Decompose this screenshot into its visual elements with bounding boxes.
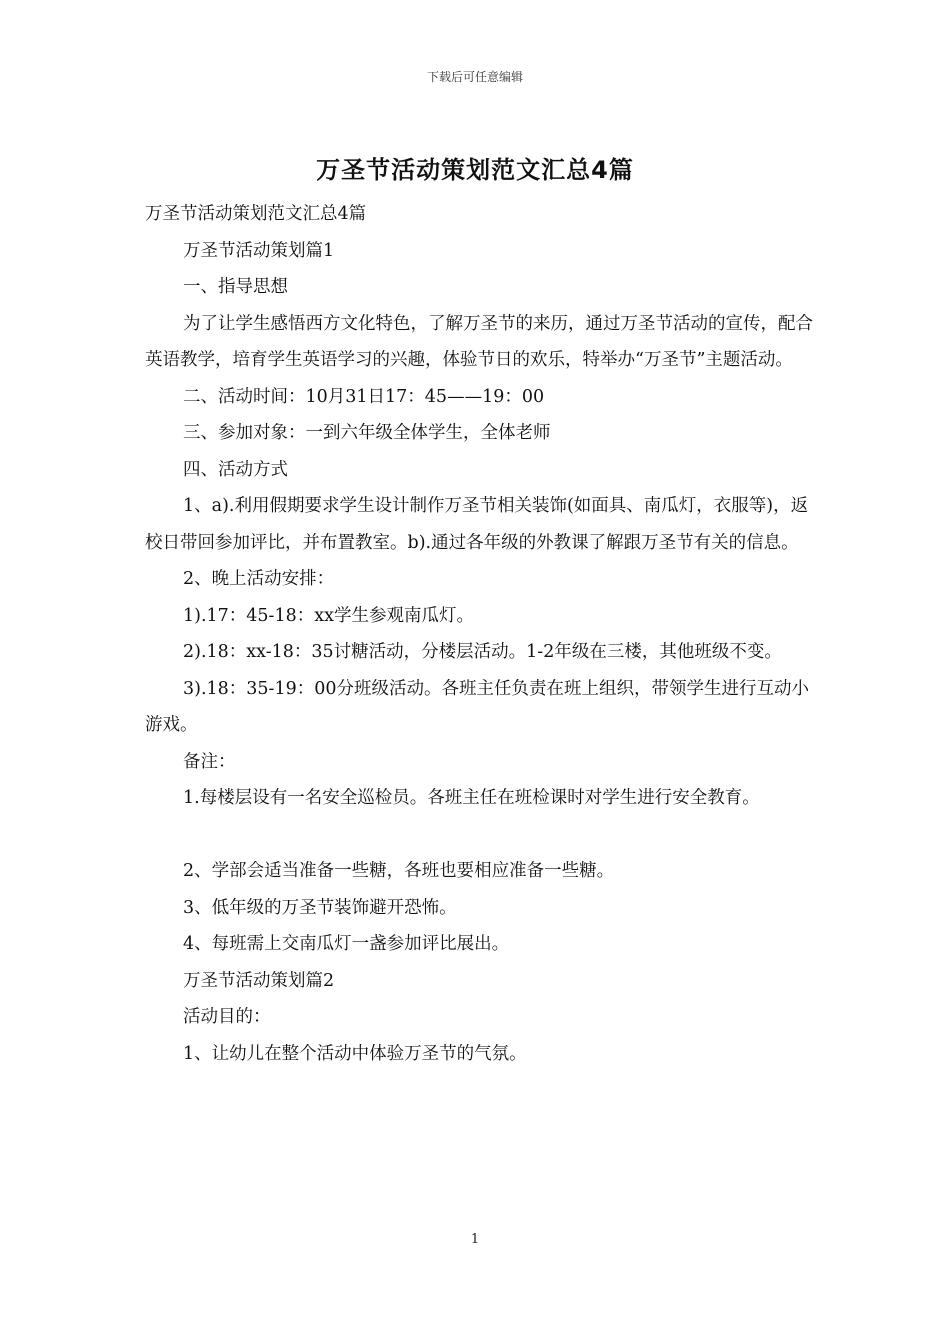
paragraph: 万圣节活动策划范文汇总4篇 — [145, 204, 367, 224]
paragraph: 4、每班需上交南瓜灯一盏参加评比展出。 — [183, 934, 510, 954]
paragraph: 2、晚上活动安排： — [183, 569, 335, 589]
paragraph: 3).18：35-19：00分班级活动。各班主任负责在班上组织，带领学生进行互动小游戏。 — [145, 678, 810, 735]
paragraph: 为了让学生感悟西方文化特色，了解万圣节的来历，通过万圣节活动的宣传，配合英语教学，培育学生英语学习的兴趣，体验节日的欢乐，特举办“万圣节”主题活动。 — [145, 313, 813, 370]
paragraph: 一、指导思想 — [183, 277, 288, 297]
paragraph: 2).18：xx-18：35讨糖活动，分楼层活动。1-2年级在三楼，其他班级不变。 — [183, 642, 782, 662]
paragraph: 万圣节活动策划篇2 — [183, 970, 335, 991]
paragraph: 备注： — [183, 751, 236, 772]
paragraph: 3、低年级的万圣节装饰避开恐怖。 — [183, 897, 457, 918]
paragraph: 1).17：45-18：xx学生参观南瓜灯。 — [183, 605, 474, 626]
paragraph: 1、让幼儿在整个活动中体验万圣节的气氛。 — [183, 1043, 527, 1064]
page-number: 1 — [470, 1232, 480, 1247]
paragraph: 四、活动方式 — [183, 459, 288, 480]
paragraph: 1.每楼层设有一名安全巡检员。各班主任在班检课时对学生进行安全教育。 — [183, 788, 760, 808]
blank-line — [145, 817, 825, 854]
page-header-note: 下载后可任意编辑 — [426, 70, 523, 84]
document-title: 万圣节活动策划范文汇总4篇 — [316, 156, 634, 184]
document-body — [145, 196, 825, 1072]
paragraph: 1、a).利用假期要求学生设计制作万圣节相关装饰(如面具、南瓜灯，衣服等)，返校日带回参加评比，并布置教室。b).通过各年级的外教课了解跟万圣节有关的信息。 — [145, 496, 809, 553]
paragraph: 三、参加对象：一到六年级全体学生，全体老师 — [183, 423, 551, 443]
paragraph: 二、活动时间：10月31日17：45——19：00 — [183, 386, 545, 407]
paragraph: 2、学部会适当准备一些糖，各班也要相应准备一些糖。 — [183, 861, 615, 881]
paragraph: 活动目的： — [183, 1007, 271, 1027]
paragraph: 万圣节活动策划篇1 — [183, 240, 335, 261]
